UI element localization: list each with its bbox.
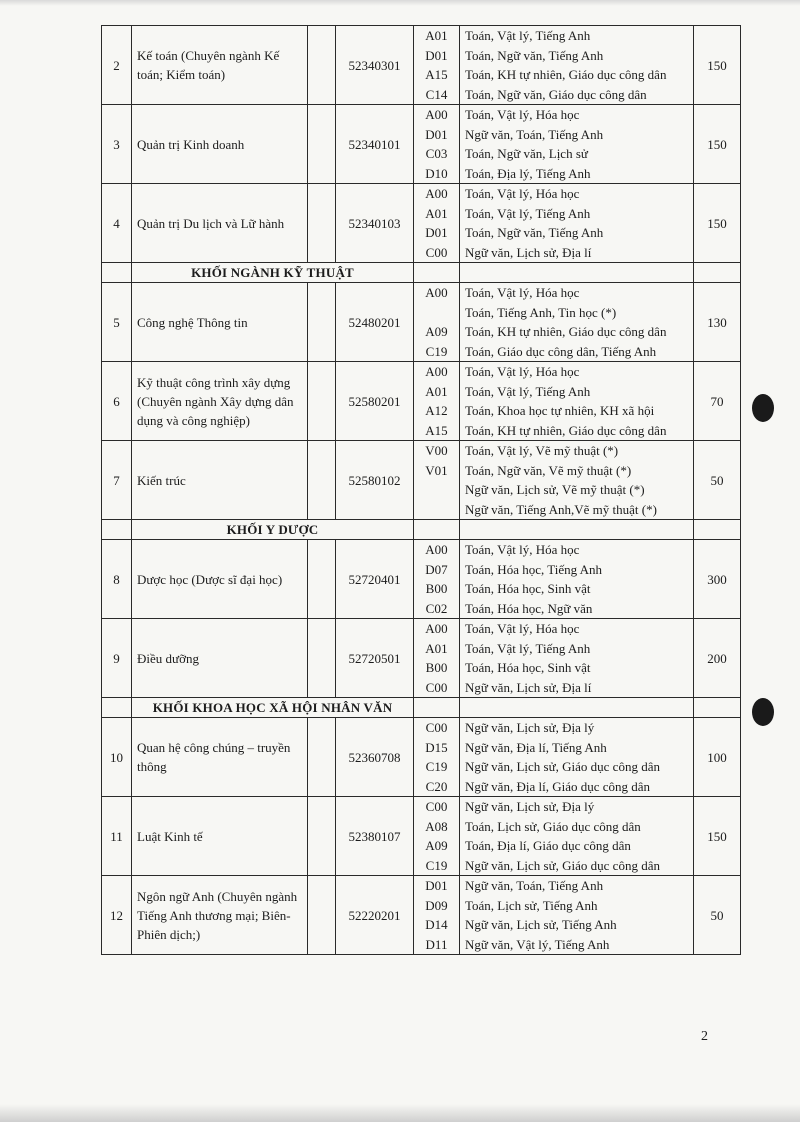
row-number: 5 — [102, 283, 132, 362]
combo-code: D11 — [425, 936, 448, 952]
subject-combinations — [460, 184, 694, 263]
major-code: 52220201 — [336, 876, 414, 955]
blank-cell — [308, 441, 336, 520]
combo-codes — [414, 876, 460, 955]
major-row — [102, 718, 741, 797]
major-row — [102, 540, 741, 619]
major-row — [102, 876, 741, 955]
blank-cell — [308, 718, 336, 797]
quota: 130 — [694, 283, 741, 362]
subject-combination: Toán, Giáo dục công dân, Tiếng Anh — [465, 343, 657, 359]
major-code: 52380107 — [336, 797, 414, 876]
subject-combination: Ngữ văn, Lịch sử, Địa lý — [465, 720, 595, 735]
row-number: 9 — [102, 619, 132, 698]
combo-code: B00 — [425, 581, 448, 596]
major-name: Dược học (Dược sĩ đại học) — [132, 540, 308, 619]
major-code: 52340301 — [336, 26, 414, 105]
blank-cell — [308, 105, 336, 184]
combo-code: A15 — [425, 67, 448, 82]
combo-code: D01 — [425, 225, 448, 240]
quota: 150 — [694, 26, 741, 105]
blank-cell — [102, 263, 132, 283]
subject-combination: Toán, Ngữ văn, Giáo dục công dân — [465, 86, 647, 102]
section-title: KHỐI KHOA HỌC XÃ HỘI NHÂN VĂN — [132, 698, 414, 718]
combo-code: D15 — [425, 739, 448, 755]
subject-combinations — [460, 619, 694, 698]
major-name: Ngôn ngữ Anh (Chuyên ngành Tiếng Anh thương mại; Biên- Phiên dịch;) — [132, 876, 308, 955]
row-number: 4 — [102, 184, 132, 263]
quota: 50 — [694, 876, 741, 955]
combo-code: A00 — [425, 542, 448, 557]
subject-combination: Toán, Vật lý, Tiếng Anh — [465, 28, 591, 43]
combo-code — [419, 500, 454, 520]
major-code: 52480201 — [336, 283, 414, 362]
subject-combination: Toán, Khoa học tự nhiên, KH xã hội — [465, 403, 655, 418]
major-row — [102, 441, 741, 520]
row-number: 10 — [102, 718, 132, 797]
scan-edge-top — [0, 0, 800, 6]
combo-code: C19 — [425, 857, 448, 873]
major-name: Điều dưỡng — [132, 619, 308, 698]
subject-combination: Toán, Lịch sử, Giáo dục công dân — [465, 818, 641, 834]
combo-code: A01 — [425, 640, 448, 656]
blank-cell — [308, 797, 336, 876]
blank-cell — [694, 263, 741, 283]
quota: 50 — [694, 441, 741, 520]
combo-code: C00 — [425, 799, 448, 814]
section-title: KHỐI Y DƯỢC — [132, 520, 414, 540]
admissions-table-body — [102, 26, 741, 955]
subject-combination: Ngữ văn, Lịch sử, Địa lí — [465, 244, 592, 260]
subject-combination: Toán, Địa lý, Tiếng Anh — [465, 165, 591, 181]
major-row — [102, 184, 741, 263]
subject-combination: Ngữ văn, Tiếng Anh,Vẽ mỹ thuật (*) — [465, 501, 657, 517]
combo-code: A00 — [425, 285, 448, 300]
combo-code: A00 — [425, 107, 448, 122]
subject-combination: Toán, Ngữ văn, Tiếng Anh — [465, 47, 604, 63]
subject-combination: Toán, Tiếng Anh, Tin học (*) — [465, 304, 617, 320]
blank-cell — [460, 520, 694, 540]
scan-edge-bottom — [0, 1104, 800, 1122]
subject-combinations — [460, 105, 694, 184]
major-row — [102, 283, 741, 362]
quota: 150 — [694, 797, 741, 876]
subject-combination: Toán, Vật lý, Vẽ mỹ thuật (*) — [465, 443, 619, 458]
major-name: Kế toán (Chuyên ngành Kế toán; Kiểm toán) — [132, 26, 308, 105]
subject-combination: Toán, Ngữ văn, Tiếng Anh — [465, 225, 604, 240]
blank-cell — [460, 698, 694, 718]
combo-code: D07 — [425, 561, 448, 577]
quota: 300 — [694, 540, 741, 619]
combo-code: C00 — [425, 720, 448, 735]
quota: 70 — [694, 362, 741, 441]
blank-cell — [308, 283, 336, 362]
row-number: 6 — [102, 362, 132, 441]
punch-hole — [752, 698, 774, 726]
major-code: 52720501 — [336, 619, 414, 698]
blank-cell — [308, 26, 336, 105]
major-code: 52580201 — [336, 362, 414, 441]
subject-combination: Toán, Vật lý, Tiếng Anh — [465, 640, 591, 656]
combo-code: D01 — [425, 47, 448, 63]
combo-code: D10 — [425, 165, 448, 181]
subject-combination: Ngữ văn, Vật lý, Tiếng Anh — [465, 936, 610, 952]
combo-code: A00 — [425, 364, 448, 379]
subject-combination: Toán, Ngữ văn, Lịch sử — [465, 146, 588, 161]
subject-combination: Ngữ văn, Toán, Tiếng Anh — [465, 878, 604, 893]
combo-code: D01 — [425, 878, 448, 893]
subject-combination: Ngữ văn, Lịch sử, Giáo dục công dân — [465, 759, 660, 774]
subject-combination: Toán, Lịch sử, Tiếng Anh — [465, 897, 598, 913]
blank-cell — [308, 184, 336, 263]
subject-combination: Ngữ văn, Lịch sử, Tiếng Anh — [465, 917, 617, 932]
subject-combination: Toán, Hóa học, Tiếng Anh — [465, 561, 603, 577]
combo-code: A15 — [425, 422, 448, 438]
combo-code: C00 — [425, 679, 448, 695]
punch-hole — [752, 394, 774, 422]
page-number: 2 — [701, 1029, 708, 1044]
major-row — [102, 797, 741, 876]
blank-cell — [102, 698, 132, 718]
subject-combination: Toán, KH tự nhiên, Giáo dục công dân — [465, 324, 667, 339]
subject-combinations — [460, 718, 694, 797]
subject-combination: Toán, KH tự nhiên, Giáo dục công dân — [465, 67, 667, 82]
major-row — [102, 26, 741, 105]
combo-codes — [414, 105, 460, 184]
subject-combination: Ngữ văn, Lịch sử, Địa lí — [465, 679, 592, 695]
section-header-row — [102, 698, 741, 718]
combo-code: C19 — [425, 343, 448, 359]
major-name: Quản trị Du lịch và Lữ hành — [132, 184, 308, 263]
admissions-table — [101, 25, 741, 955]
subject-combinations — [460, 797, 694, 876]
combo-code: C00 — [425, 244, 448, 260]
subject-combination: Toán, Ngữ văn, Vẽ mỹ thuật (*) — [465, 462, 632, 478]
blank-cell — [414, 698, 460, 718]
combo-codes — [414, 283, 460, 362]
major-code: 52720401 — [336, 540, 414, 619]
major-name: Quan hệ công chúng – truyền thông — [132, 718, 308, 797]
subject-combination: Toán, Vật lý, Hóa học — [465, 542, 580, 557]
subject-combination: Ngữ văn, Lịch sử, Vẽ mỹ thuật (*) — [465, 482, 645, 497]
section-header-row — [102, 263, 741, 283]
quota: 100 — [694, 718, 741, 797]
subject-combination: Ngữ văn, Địa lí, Tiếng Anh — [465, 739, 607, 755]
blank-cell — [308, 619, 336, 698]
major-row — [102, 619, 741, 698]
section-title: KHỐI NGÀNH KỸ THUẬT — [132, 263, 414, 283]
combo-code: C02 — [425, 600, 448, 616]
major-code: 52340101 — [336, 105, 414, 184]
blank-cell — [694, 520, 741, 540]
subject-combination: Toán, Vật lý, Hóa học — [465, 364, 580, 379]
quota: 150 — [694, 105, 741, 184]
combo-code: C03 — [425, 146, 448, 161]
combo-code: C19 — [425, 759, 448, 774]
major-code: 52580102 — [336, 441, 414, 520]
combo-code — [419, 480, 454, 500]
blank-cell — [308, 876, 336, 955]
combo-code: V01 — [425, 462, 448, 478]
combo-code: A00 — [425, 621, 448, 636]
combo-code — [419, 303, 454, 323]
major-code: 52340103 — [336, 184, 414, 263]
major-code: 52360708 — [336, 718, 414, 797]
blank-cell — [414, 520, 460, 540]
subject-combination: Ngữ văn, Lịch sử, Địa lý — [465, 799, 595, 814]
major-row — [102, 105, 741, 184]
combo-code: A01 — [425, 28, 448, 43]
subject-combination: Toán, Hóa học, Sinh vật — [465, 660, 591, 675]
combo-code: B00 — [425, 660, 448, 675]
row-number: 12 — [102, 876, 132, 955]
subject-combinations — [460, 441, 694, 520]
blank-cell — [308, 362, 336, 441]
subject-combination: Toán, KH tự nhiên, Giáo dục công dân — [465, 422, 667, 438]
subject-combination: Toán, Hóa học, Ngữ văn — [465, 600, 593, 616]
subject-combination: Toán, Vật lý, Hóa học — [465, 621, 580, 636]
combo-codes — [414, 362, 460, 441]
combo-code: A01 — [425, 205, 448, 221]
quota: 150 — [694, 184, 741, 263]
combo-code: V00 — [425, 443, 448, 458]
subject-combination: Toán, Vật lý, Hóa học — [465, 107, 580, 122]
subject-combination: Ngữ văn, Toán, Tiếng Anh — [465, 126, 604, 142]
combo-codes — [414, 441, 460, 520]
subject-combination: Toán, Địa lí, Giáo dục công dân — [465, 838, 631, 853]
subject-combinations — [460, 362, 694, 441]
subject-combination: Toán, Vật lý, Tiếng Anh — [465, 383, 591, 399]
combo-code: A12 — [425, 403, 448, 418]
major-row — [102, 362, 741, 441]
blank-cell — [460, 263, 694, 283]
subject-combinations — [460, 540, 694, 619]
combo-code: D14 — [425, 917, 448, 932]
combo-code: C14 — [425, 86, 448, 102]
blank-cell — [414, 263, 460, 283]
subject-combinations — [460, 283, 694, 362]
subject-combination: Toán, Hóa học, Sinh vật — [465, 581, 591, 596]
combo-codes — [414, 797, 460, 876]
combo-codes — [414, 718, 460, 797]
blank-cell — [102, 520, 132, 540]
quota: 200 — [694, 619, 741, 698]
combo-code: A09 — [425, 324, 448, 339]
blank-cell — [308, 540, 336, 619]
combo-code: A08 — [425, 818, 448, 834]
row-number: 3 — [102, 105, 132, 184]
subject-combination: Toán, Vật lý, Tiếng Anh — [465, 205, 591, 221]
major-name: Kiến trúc — [132, 441, 308, 520]
major-name: Kỹ thuật công trình xây dựng (Chuyên ngành Xây dựng dân dụng và công nghiệp) — [132, 362, 308, 441]
subject-combination: Ngữ văn, Địa lí, Giáo dục công dân — [465, 778, 651, 794]
combo-code: C20 — [425, 778, 448, 794]
major-name: Luật Kinh tế — [132, 797, 308, 876]
section-header-row — [102, 520, 741, 540]
major-name: Quản trị Kinh doanh — [132, 105, 308, 184]
subject-combination: Toán, Vật lý, Hóa học — [465, 186, 580, 201]
row-number: 11 — [102, 797, 132, 876]
combo-codes — [414, 540, 460, 619]
combo-codes — [414, 619, 460, 698]
row-number: 8 — [102, 540, 132, 619]
combo-code: A01 — [425, 383, 448, 399]
subject-combination: Toán, Vật lý, Hóa học — [465, 285, 580, 300]
combo-codes — [414, 26, 460, 105]
major-name: Công nghệ Thông tin — [132, 283, 308, 362]
combo-codes — [414, 184, 460, 263]
combo-code: A00 — [425, 186, 448, 201]
subject-combinations — [460, 26, 694, 105]
subject-combination: Ngữ văn, Lịch sử, Giáo dục công dân — [465, 857, 660, 873]
combo-code: D09 — [425, 897, 448, 913]
combo-code: A09 — [425, 838, 448, 853]
subject-combinations — [460, 876, 694, 955]
combo-code: D01 — [425, 126, 448, 142]
row-number: 7 — [102, 441, 132, 520]
blank-cell — [694, 698, 741, 718]
row-number: 2 — [102, 26, 132, 105]
